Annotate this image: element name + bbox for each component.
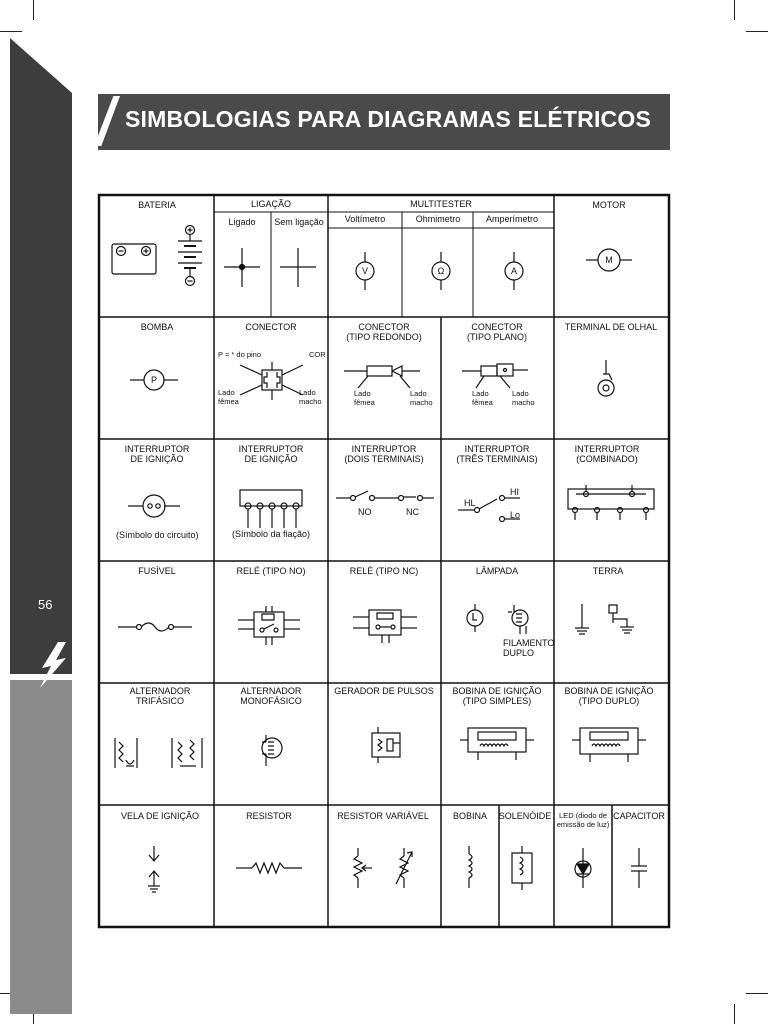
not-connected-symbol <box>280 248 316 287</box>
ignition-switch-wiring-symbol <box>240 490 302 528</box>
led-symbol <box>575 848 591 888</box>
resistor-symbol <box>236 863 302 873</box>
label-bobina-simples-2: (TIPO SIMPLES) <box>462 696 532 706</box>
dual-filament-lamp-symbol <box>508 605 528 634</box>
label-multitester: MULTITESTER <box>410 199 472 209</box>
lamp-symbol <box>467 604 483 632</box>
label-led: LED (diodo de <box>559 811 607 820</box>
label-conector: CONECTOR <box>245 322 297 332</box>
nc-label: NC <box>406 507 419 517</box>
label-interruptor-dois: INTERRUPTOR <box>351 444 417 454</box>
page-title: SIMBOLOGIAS PARA DIAGRAMAS ELÉTRICOS <box>125 106 651 132</box>
label-conector-plano-tipo: (TIPO PLANO) <box>466 332 528 342</box>
label-terra: TERRA <box>592 566 624 576</box>
round-female-label: Lado <box>354 389 371 398</box>
label-conector-redondo-tipo: (TIPO REDONDO) <box>346 332 422 342</box>
label-sem-ligacao: Sem ligação <box>274 217 324 227</box>
connected-symbol <box>224 248 260 287</box>
label-ohmimetro: Ohmimetro <box>415 214 461 224</box>
voltmeter-letter: V <box>361 266 369 276</box>
label-resistor: RESISTOR <box>246 811 292 821</box>
motor-letter: M <box>605 255 613 265</box>
two-terminal-switch-symbol <box>336 491 434 501</box>
label-resistor-variavel: RESISTOR VARIÁVEL <box>337 811 429 821</box>
label-fusivel: FUSÍVEL <box>138 566 176 576</box>
label-gerador-pulsos: GERADOR DE PULSOS <box>334 686 434 696</box>
label-bomba: BOMBA <box>140 322 174 332</box>
label-alt-trifasico-2: TRIFÁSICO <box>135 696 185 706</box>
relay-no-symbol <box>238 606 300 645</box>
label-interruptor-comb-2: (COMBINADO) <box>576 454 638 464</box>
male-side-label-2: macho <box>299 397 322 406</box>
lo-label: Lo <box>510 510 521 520</box>
label-bateria: BATERIA <box>138 200 176 210</box>
hl-label: HL <box>464 498 476 508</box>
ignition-switch-circuit-symbol <box>128 495 180 517</box>
label-ligado: Ligado <box>228 217 256 227</box>
label-alt-trifasico: ALTERNADOR <box>129 686 191 696</box>
dual-filament-label-2: DUPLO <box>503 648 535 658</box>
label-alt-monofasico-2: MONOFÁSICO <box>240 696 302 706</box>
flat-female-label-2: fêmea <box>472 398 493 407</box>
three-phase-alternator-symbol <box>115 738 202 768</box>
color-note: COR <box>309 350 326 359</box>
label-amperimetro: Amperímetro <box>485 214 539 224</box>
ring-terminal-symbol <box>598 360 614 396</box>
spark-plug-symbol <box>148 846 160 892</box>
label-led-2: emissão de luz) <box>556 820 610 829</box>
label-interruptor-ignicao-b-2: DE IGNIÇÃO <box>244 454 298 464</box>
ignition-coil-single-symbol <box>460 728 534 760</box>
pin-note: P = * do pino <box>218 350 262 359</box>
label-capacitor: CAPACITOR <box>613 811 665 821</box>
wiring-symbol-caption: (Símbolo da fiação) <box>232 529 311 539</box>
label-terminal-olhal: TERMINAL DE OLHAL <box>564 322 658 332</box>
label-interruptor-ignicao-2: DE IGNIÇÃO <box>130 454 184 464</box>
label-solenoide: SOLENÓIDE <box>498 811 552 821</box>
pulse-generator-symbol <box>372 727 400 763</box>
round-connector-symbol <box>344 366 420 388</box>
label-interruptor-tres: INTERRUPTOR <box>464 444 530 454</box>
ground-symbol <box>575 604 634 634</box>
pump-letter: P <box>150 375 158 385</box>
battery-symbol <box>112 226 202 286</box>
variable-resistor-symbol <box>354 848 412 888</box>
hi-label: HI <box>510 487 519 497</box>
coil-symbol <box>469 846 472 888</box>
ohm-letter: Ω <box>437 266 445 276</box>
label-interruptor-dois-2: (DOIS TERMINAIS) <box>344 454 424 464</box>
label-lampada: LÂMPADA <box>475 566 519 576</box>
label-motor: MOTOR <box>592 200 626 210</box>
flat-male-label-2: macho <box>512 398 535 407</box>
ammeter-letter: A <box>510 266 518 276</box>
no-label: NO <box>358 507 372 517</box>
circuit-symbol-caption: (Símbolo do circuito) <box>116 530 199 540</box>
label-bobina: BOBINA <box>452 811 488 821</box>
label-vela: VELA DE IGNIÇÃO <box>120 811 200 821</box>
male-side-label: Lado <box>299 388 316 397</box>
label-interruptor-comb: INTERRUPTOR <box>574 444 640 454</box>
solenoid-symbol <box>512 846 532 890</box>
connector-symbol <box>240 362 303 400</box>
dual-filament-label: FILAMENTO <box>503 638 555 648</box>
round-female-label-2: fêmea <box>354 398 375 407</box>
flat-female-label: Lado <box>472 389 489 398</box>
label-interruptor-ignicao-b: INTERRUPTOR <box>238 444 304 454</box>
flat-connector-symbol <box>462 364 528 388</box>
capacitor-symbol <box>631 848 647 888</box>
round-male-label-2: macho <box>410 398 433 407</box>
label-alt-monofasico: ALTERNADOR <box>240 686 302 696</box>
label-rele-no: RELÉ (TIPO NO) <box>236 566 306 576</box>
relay-nc-symbol <box>353 610 417 643</box>
round-male-label: Lado <box>410 389 427 398</box>
fuse-symbol <box>118 623 192 631</box>
label-bobina-duplo: BOBINA DE IGNIÇÃO <box>564 686 654 696</box>
label-rele-nc: RELÉ (TIPO NC) <box>349 566 419 576</box>
label-voltimetro: Voltímetro <box>344 214 386 224</box>
label-conector-plano: CONECTOR <box>471 322 523 332</box>
label-bobina-simples: BOBINA DE IGNIÇÃO <box>452 686 542 696</box>
female-side-label: Lado <box>218 388 235 397</box>
label-ligacao: LIGAÇÃO <box>250 199 292 209</box>
ignition-coil-double-symbol <box>572 728 646 762</box>
single-phase-alternator-symbol <box>262 735 282 766</box>
page-number: 56 <box>38 597 53 612</box>
label-conector-redondo: CONECTOR <box>358 322 410 332</box>
label-interruptor-tres-2: (TRÊS TERMINAIS) <box>456 454 538 464</box>
label-interruptor-ignicao: INTERRUPTOR <box>124 444 190 454</box>
label-bobina-duplo-2: (TIPO DUPLO) <box>578 696 640 706</box>
combination-switch-symbol <box>568 485 654 520</box>
flat-male-label: Lado <box>512 389 529 398</box>
female-side-label-2: fêmea <box>218 397 239 406</box>
